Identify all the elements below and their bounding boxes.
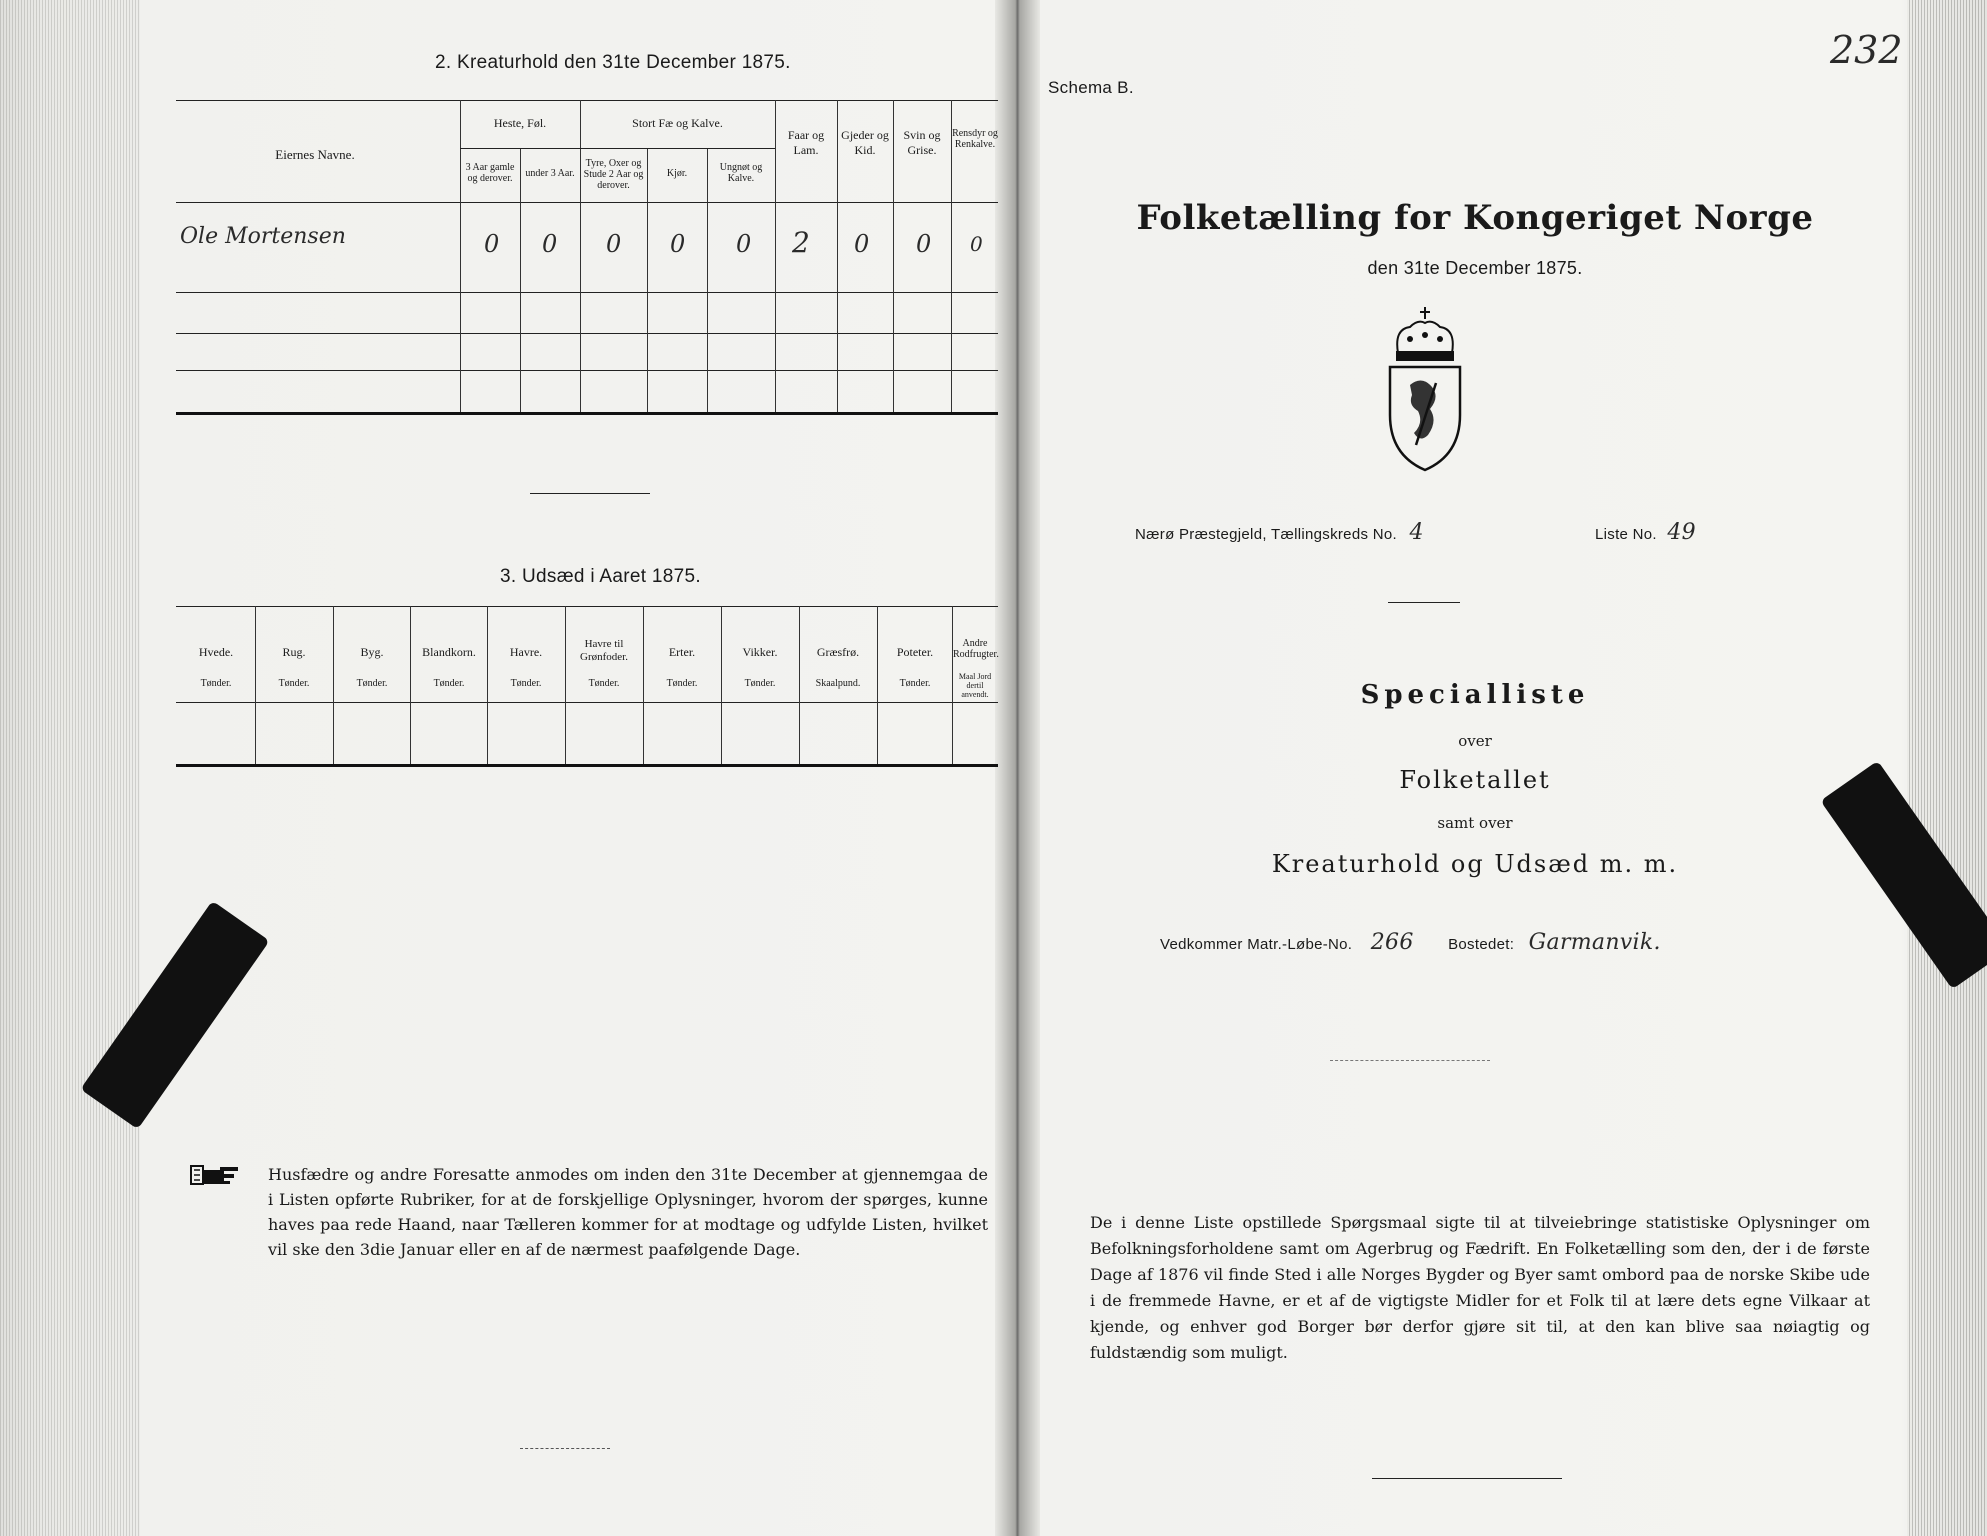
crop-unit: Tønder. xyxy=(278,678,310,689)
householder-notice: Husfædre og andre Foresatte anmodes om inden den 31te December at gjennemgaa de i Listen opførte Rubriker, for at de forskjellige Oplysninger, hvorom der spørges, kunne haves paa rede Haand, naar Tælleren kommer for at modtage og udfylde Listen, hvilket vil ske den 3die Januar eller en af de nærmest paafølgende Dage. xyxy=(268,1165,988,1259)
crop-header: Hvede. xyxy=(198,645,234,659)
crop-unit: Tønder. xyxy=(200,678,232,689)
schema-label: Schema B. xyxy=(1048,78,1134,97)
row-rule xyxy=(176,370,998,371)
coat-of-arms-icon xyxy=(1380,305,1470,475)
sub-header: Ungnøt og Kalve. xyxy=(719,162,763,184)
liste-line xyxy=(1595,520,1696,545)
row-rule xyxy=(176,333,998,334)
crop-header: Andre Rodfrugter. xyxy=(953,638,999,660)
owner-col-header: Eiernes Navne. xyxy=(275,147,355,162)
folketallet-heading: Folketallet xyxy=(1399,766,1551,794)
livestock-value: 0 xyxy=(854,230,870,258)
matr-label: Vedkommer Matr.-Løbe-No. xyxy=(1160,936,1353,953)
bosted-label: Bostedet: xyxy=(1448,936,1515,953)
crop-unit: Tønder. xyxy=(899,678,931,689)
liste-label: Liste No. xyxy=(1595,526,1657,543)
col-divider xyxy=(580,100,581,412)
over-text: over xyxy=(1458,732,1492,750)
crop-header: Byg. xyxy=(360,645,384,659)
table-header-rule xyxy=(176,202,998,203)
livestock-value: 0 xyxy=(542,230,558,258)
crop-header: Græsfrø. xyxy=(816,645,860,659)
section-separator xyxy=(530,493,650,494)
crop-header: Poteter. xyxy=(896,645,934,659)
closing-rule xyxy=(1372,1478,1562,1479)
group-header-rule xyxy=(460,148,775,149)
crop-header: Havre. xyxy=(509,645,543,659)
right-page xyxy=(1040,20,1910,1510)
section2-title: 2. Kreaturhold den 31te December 1875. xyxy=(435,52,791,73)
main-title: Folketælling for Kongeriget Norge xyxy=(1136,198,1814,238)
crop-header: Vikker. xyxy=(742,645,778,659)
sub-header: Faar og Lam. xyxy=(787,128,825,157)
col-divider xyxy=(707,148,708,412)
sub-header: Kjør. xyxy=(666,168,688,179)
footer-dash xyxy=(520,1448,610,1449)
col-divider xyxy=(647,148,648,412)
separator-dash xyxy=(1330,1060,1490,1061)
livestock-value: 0 xyxy=(606,230,622,258)
bosted-value: Garmanvik. xyxy=(1528,930,1661,955)
table-top-rule xyxy=(176,100,998,101)
crop-header-rule xyxy=(176,702,998,703)
kreds-number: 4 xyxy=(1409,520,1424,545)
page-number: 232 xyxy=(1830,28,1903,72)
group-header-stort-fae: Stort Fæ og Kalve. xyxy=(632,116,723,130)
page-stack-right xyxy=(1907,0,1987,1536)
book-gutter xyxy=(995,0,1040,1536)
crop-header: Havre til Grønfoder. xyxy=(580,638,628,663)
col-divider xyxy=(460,100,461,412)
liste-number: 49 xyxy=(1667,520,1696,545)
specialliste-heading: Specialliste xyxy=(1360,680,1590,710)
group-header-heste: Heste, Føl. xyxy=(493,116,547,130)
col-divider xyxy=(520,148,521,412)
crop-unit: Skaalpund. xyxy=(815,678,861,689)
livestock-value: 0 xyxy=(916,230,932,258)
crop-unit: Tønder. xyxy=(744,678,776,689)
crop-unit: Tønder. xyxy=(666,678,698,689)
kreaturhold-heading: Kreaturhold og Udsæd m. m. xyxy=(1271,850,1679,878)
sub-header: Rensdyr og Renkalve. xyxy=(952,128,998,150)
matr-line xyxy=(1160,930,1661,955)
crop-unit: Tønder. xyxy=(433,678,465,689)
livestock-value: 0 xyxy=(970,232,983,256)
livestock-value: 0 xyxy=(670,230,686,258)
table-bottom-rule xyxy=(176,412,998,415)
matr-number: 266 xyxy=(1370,930,1414,955)
parish-line xyxy=(1135,520,1424,545)
pointing-hand-icon xyxy=(190,1162,242,1188)
crop-table-bottom xyxy=(176,764,998,767)
sub-header: Gjeder og Kid. xyxy=(841,128,889,157)
crop-table-top xyxy=(176,606,998,607)
purpose-footnote: De i denne Liste opstillede Spørgsmaal sigte til at tilveiebringe statistiske Oplysninger om Befolkningsforholdene samt om Agerbrug og Fædrift. En Folketælling som den, der i de første Dage af 1876 vil finde Sted i alle Norges Bygder og Byer samt ombord paa de norske Skibe ude i de fremmede Havne, er et af de vigtigste Midler for et Folk til at lære dets egne Vilkaar at kjende, og enhver god Borger bør derfor gjøre sit til, at den kan blive saa nøiagtig og fuldstændig som muligt. xyxy=(1090,1213,1870,1362)
crop-unit: Tønder. xyxy=(588,678,620,689)
crop-header: Erter. xyxy=(668,645,696,659)
livestock-value: 2 xyxy=(792,226,810,259)
col-divider xyxy=(775,100,776,412)
section3-title: 3. Udsæd i Aaret 1875. xyxy=(500,566,701,587)
crop-unit: Tønder. xyxy=(510,678,542,689)
page-stack-left xyxy=(0,0,140,1536)
crop-unit: Maal Jord dertil anvendt. xyxy=(958,672,992,699)
row-rule xyxy=(176,292,998,293)
left-page xyxy=(140,30,999,1510)
sub-header: Svin og Grise. xyxy=(903,128,941,157)
sub-header: Tyre, Oxer og Stude 2 Aar og derover. xyxy=(583,158,644,191)
crop-header: Rug. xyxy=(282,645,306,659)
samt-over-text: samt over xyxy=(1437,814,1513,832)
owner-name: Ole Mortensen xyxy=(180,224,346,249)
separator-rule xyxy=(1388,602,1460,603)
parish-label: Nærø Præstegjeld, Tællingskreds No. xyxy=(1135,526,1397,543)
col-divider xyxy=(837,100,838,412)
livestock-value: 0 xyxy=(484,230,500,258)
date-line: den 31te December 1875. xyxy=(1367,258,1583,278)
sub-header: under 3 Aar. xyxy=(525,168,575,179)
crop-unit: Tønder. xyxy=(356,678,388,689)
crop-header: Blandkorn. xyxy=(422,645,476,659)
sub-header: 3 Aar gamle og derover. xyxy=(465,162,515,184)
livestock-value: 0 xyxy=(736,230,752,258)
col-divider xyxy=(893,100,894,412)
